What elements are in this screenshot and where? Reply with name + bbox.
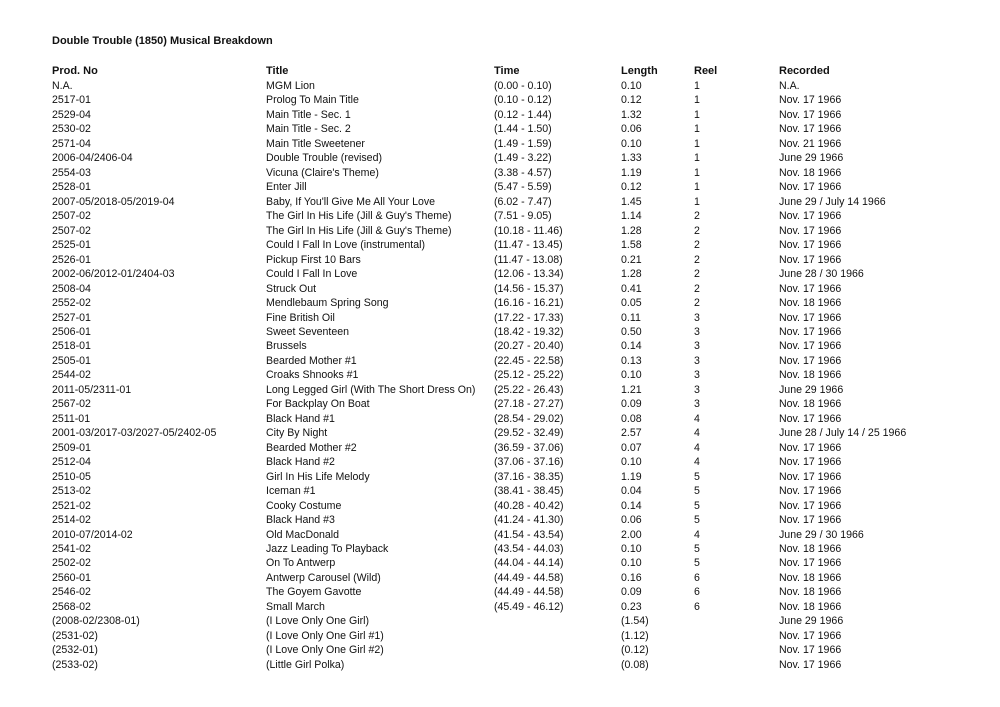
cell-length: 0.10 [621,557,642,570]
document-title: Double Trouble (1850) Musical Breakdown [52,35,273,47]
table-header [0,64,1000,78]
cell-recorded: Nov. 18 1966 [779,297,842,310]
cell-prod-no: 2521-02 [52,499,91,512]
cell-recorded: June 29 1966 [779,383,844,396]
table-row [0,282,1000,296]
cell-time: (1.49 - 3.22) [494,152,552,165]
table-row [0,79,1000,93]
cell-title: Old MacDonald [266,528,340,541]
cell-title: The Goyem Gavotte [266,586,362,599]
cell-prod-no: 2510-05 [52,470,91,483]
cell-title: Could I Fall In Love [266,268,358,281]
cell-prod-no: 2506-01 [52,325,91,338]
cell-time: (45.49 - 46.12) [494,600,564,613]
cell-length: 2.00 [621,528,642,541]
cell-prod-no: 2528-01 [52,181,91,194]
cell-time: (40.28 - 40.42) [494,499,564,512]
cell-title: Main Title - Sec. 2 [266,123,351,136]
cell-title: (I Love Only One Girl #2) [266,644,384,657]
table-row [0,455,1000,469]
cell-reel: 5 [694,557,700,570]
cell-time: (14.56 - 15.37) [494,282,564,295]
cell-recorded: Nov. 18 1966 [779,571,842,584]
cell-length: 0.41 [621,282,642,295]
cell-reel: 4 [694,441,700,454]
cell-recorded: Nov. 17 1966 [779,470,842,483]
cell-reel: 3 [694,340,700,353]
table-row [0,658,1000,672]
cell-recorded: Nov. 17 1966 [779,658,842,671]
table-row [0,383,1000,397]
header-prod-no: Prod. No [52,65,98,77]
cell-prod-no: 2509-01 [52,441,91,454]
table-row [0,585,1000,599]
header-time: Time [494,65,520,77]
cell-prod-no: 2568-02 [52,600,91,613]
table-row [0,253,1000,267]
cell-prod-no: (2531-02) [52,629,98,642]
cell-reel: 1 [694,108,700,121]
cell-time: (36.59 - 37.06) [494,441,564,454]
cell-time: (11.47 - 13.08) [494,253,563,266]
table-row [0,137,1000,151]
cell-reel: 2 [694,297,700,310]
cell-title: (I Love Only One Girl #1) [266,629,384,642]
cell-recorded: Nov. 17 1966 [779,94,842,107]
cell-reel: 6 [694,571,700,584]
cell-title: Jazz Leading To Playback [266,543,389,555]
cell-time: (0.00 - 0.10) [494,80,552,92]
cell-recorded: Nov. 17 1966 [779,629,842,642]
table-row [0,470,1000,484]
cell-recorded: June 29 / 30 1966 [779,528,864,541]
table-row [0,122,1000,136]
header-recorded: Recorded [779,65,830,77]
cell-title: Girl In His Life Melody [266,470,370,483]
cell-recorded: Nov. 18 1966 [779,543,842,555]
cell-reel: 1 [694,94,700,107]
cell-length: 0.09 [621,398,642,411]
cell-title: The Girl In His Life (Jill & Guy's Theme) [266,224,452,237]
cell-length: 1.58 [621,239,642,252]
cell-time: (11.47 - 13.45) [494,239,563,252]
cell-recorded: Nov. 17 1966 [779,181,842,194]
cell-prod-no: 2552-02 [52,297,91,310]
cell-prod-no: 2507-02 [52,210,91,223]
cell-title: Pickup First 10 Bars [266,253,361,266]
cell-prod-no: (2532-01) [52,644,98,657]
cell-reel: 4 [694,456,700,469]
cell-recorded: Nov. 18 1966 [779,586,842,599]
cell-length: 0.10 [621,543,642,555]
table-row [0,513,1000,527]
cell-time: (1.44 - 1.50) [494,123,552,136]
cell-prod-no: 2526-01 [52,253,91,266]
cell-reel: 5 [694,543,700,555]
table-row [0,180,1000,194]
cell-recorded: June 29 1966 [779,152,844,165]
cell-prod-no: 2007-05/2018-05/2019-04 [52,195,175,208]
cell-recorded: Nov. 17 1966 [779,644,842,657]
cell-length: 0.12 [621,94,642,107]
cell-reel: 4 [694,427,700,440]
cell-recorded: N.A. [779,80,800,92]
table-row [0,195,1000,209]
cell-prod-no: 2002-06/2012-01/2404-03 [52,268,175,281]
table-row [0,397,1000,411]
cell-title: (Little Girl Polka) [266,658,345,671]
cell-title: MGM Lion [266,80,315,92]
cell-prod-no: 2512-04 [52,456,91,469]
cell-title: The Girl In His Life (Jill & Guy's Theme) [266,210,452,223]
cell-recorded: Nov. 17 1966 [779,412,842,425]
cell-length: 0.13 [621,354,642,367]
cell-length: 0.10 [621,369,642,382]
cell-reel: 1 [694,137,700,150]
header-length: Length [621,65,658,77]
table-row [0,311,1000,325]
cell-title: Double Trouble (revised) [266,152,382,165]
cell-length: 0.09 [621,586,642,599]
cell-time: (10.18 - 11.46) [494,224,563,237]
cell-title: Iceman #1 [266,485,316,498]
cell-title: Sweet Seventeen [266,325,350,338]
cell-reel: 1 [694,195,700,208]
table-row [0,426,1000,440]
cell-title: Vicuna (Claire's Theme) [266,166,379,179]
cell-time: (25.12 - 25.22) [494,369,564,382]
cell-prod-no: 2525-01 [52,239,91,252]
cell-recorded: Nov. 17 1966 [779,354,842,367]
cell-reel: 4 [694,528,700,541]
cell-recorded: Nov. 21 1966 [779,137,842,150]
cell-recorded: Nov. 17 1966 [779,456,842,469]
cell-prod-no: 2508-04 [52,282,91,295]
cell-recorded: Nov. 17 1966 [779,253,842,266]
cell-reel: 5 [694,499,700,512]
cell-prod-no: 2517-01 [52,94,91,107]
cell-reel: 1 [694,152,700,165]
cell-prod-no: 2546-02 [52,586,91,599]
cell-length: 2.57 [621,427,642,440]
cell-recorded: Nov. 17 1966 [779,499,842,512]
cell-reel: 2 [694,282,700,295]
cell-length: (0.08) [621,658,649,671]
cell-time: (38.41 - 38.45) [494,485,564,498]
cell-time: (1.49 - 1.59) [494,137,552,150]
cell-reel: 4 [694,412,700,425]
table-row [0,600,1000,614]
cell-prod-no: 2560-01 [52,571,91,584]
cell-reel: 1 [694,166,700,179]
cell-time: (5.47 - 5.59) [494,181,552,194]
cell-prod-no: 2502-02 [52,557,91,570]
cell-title: Bearded Mother #2 [266,441,357,454]
cell-length: 0.14 [621,499,642,512]
cell-recorded: Nov. 17 1966 [779,485,842,498]
cell-reel: 1 [694,123,700,136]
table-row [0,614,1000,628]
cell-recorded: Nov. 18 1966 [779,166,842,179]
cell-reel: 1 [694,181,700,194]
cell-recorded: Nov. 17 1966 [779,311,842,324]
cell-title: Baby, If You'll Give Me All Your Love [266,195,436,208]
cell-recorded: Nov. 18 1966 [779,600,842,613]
cell-reel: 2 [694,224,700,237]
cell-time: (25.22 - 26.43) [494,383,564,396]
cell-prod-no: 2507-02 [52,224,91,237]
cell-title: Prolog To Main Title [266,94,359,107]
cell-recorded: June 29 1966 [779,615,844,628]
cell-time: (0.12 - 1.44) [494,108,552,121]
cell-title: On To Antwerp [266,557,336,570]
cell-title: Croaks Shnooks #1 [266,369,359,382]
table-row [0,151,1000,165]
cell-recorded: Nov. 17 1966 [779,210,842,223]
table-row [0,643,1000,657]
cell-time: (22.45 - 22.58) [494,354,564,367]
cell-time: (17.22 - 17.33) [494,311,564,324]
cell-time: (37.06 - 37.16) [494,456,564,469]
table-row [0,542,1000,556]
cell-recorded: Nov. 17 1966 [779,340,842,353]
cell-length: 0.21 [621,253,642,266]
cell-length: 0.06 [621,514,642,527]
cell-time: (29.52 - 32.49) [494,427,564,440]
cell-title: Struck Out [266,282,317,295]
cell-length: 0.11 [621,311,641,324]
cell-reel: 2 [694,268,700,281]
header-reel: Reel [694,65,718,77]
cell-length: 0.10 [621,80,642,92]
cell-prod-no: 2530-02 [52,123,91,136]
cell-length: 0.10 [621,456,642,469]
cell-title: For Backplay On Boat [266,398,370,411]
cell-time: (37.16 - 38.35) [494,470,564,483]
cell-title: Black Hand #3 [266,514,335,527]
table-row [0,339,1000,353]
cell-title: Long Legged Girl (With The Short Dress On) [266,383,476,396]
cell-time: (12.06 - 13.34) [494,268,564,281]
cell-reel: 3 [694,383,700,396]
cell-length: 1.33 [621,152,642,165]
cell-title: Main Title - Sec. 1 [266,108,351,121]
cell-title: (I Love Only One Girl) [266,615,370,628]
cell-title: Antwerp Carousel (Wild) [266,571,381,584]
cell-prod-no: 2514-02 [52,514,91,527]
table-row [0,368,1000,382]
cell-title: Black Hand #1 [266,412,335,425]
cell-time: (43.54 - 44.03) [494,543,564,555]
cell-length: 1.28 [621,268,642,281]
cell-title: Small March [266,600,325,613]
cell-reel: 6 [694,586,700,599]
cell-recorded: June 28 / July 14 / 25 1966 [779,427,907,440]
cell-reel: 5 [694,470,700,483]
cell-reel: 2 [694,239,700,252]
cell-length: 1.14 [621,210,642,223]
cell-time: (44.49 - 44.58) [494,571,564,584]
cell-prod-no: 2571-04 [52,137,91,150]
cell-length: 0.23 [621,600,642,613]
header-title: Title [266,65,289,77]
cell-time: (20.27 - 20.40) [494,340,564,353]
table-row [0,412,1000,426]
cell-title: Could I Fall In Love (instrumental) [266,239,425,252]
table-row [0,296,1000,310]
cell-length: (1.54) [621,615,649,628]
table-row [0,209,1000,223]
table-row [0,166,1000,180]
cell-length: 1.32 [621,108,642,121]
cell-prod-no: 2541-02 [52,543,91,555]
cell-reel: 3 [694,311,700,324]
cell-prod-no: N.A. [52,80,73,92]
cell-length: 1.28 [621,224,642,237]
cell-length: 1.21 [621,383,642,396]
cell-time: (16.16 - 16.21) [494,297,564,310]
cell-recorded: Nov. 17 1966 [779,108,842,121]
cell-title: Brussels [266,340,307,353]
cell-reel: 2 [694,210,700,223]
cell-prod-no: 2505-01 [52,354,91,367]
cell-reel: 3 [694,325,700,338]
table-row [0,629,1000,643]
table-row [0,354,1000,368]
table-row [0,441,1000,455]
cell-prod-no: 2567-02 [52,398,91,411]
table-body [0,79,1000,672]
cell-time: (0.10 - 0.12) [494,94,552,107]
cell-recorded: Nov. 17 1966 [779,514,842,527]
cell-recorded: Nov. 17 1966 [779,123,842,136]
cell-prod-no: 2513-02 [52,485,91,498]
cell-reel: 5 [694,485,700,498]
cell-recorded: Nov. 18 1966 [779,398,842,411]
cell-prod-no: 2006-04/2406-04 [52,152,133,165]
cell-reel: 3 [694,369,700,382]
cell-prod-no: (2533-02) [52,658,98,671]
table-row [0,528,1000,542]
table-row [0,108,1000,122]
cell-length: 0.05 [621,297,642,310]
cell-time: (7.51 - 9.05) [494,210,552,223]
cell-recorded: Nov. 18 1966 [779,369,842,382]
cell-time: (27.18 - 27.27) [494,398,564,411]
cell-time: (18.42 - 19.32) [494,325,564,338]
cell-time: (41.24 - 41.30) [494,514,564,527]
table-row [0,267,1000,281]
cell-title: Main Title Sweetener [266,137,365,150]
cell-time: (44.04 - 44.14) [494,557,564,570]
cell-reel: 2 [694,253,700,266]
cell-recorded: Nov. 17 1966 [779,282,842,295]
cell-time: (3.38 - 4.57) [494,166,552,179]
cell-length: 0.16 [621,571,642,584]
table-row [0,238,1000,252]
cell-length: 0.06 [621,123,642,136]
cell-length: 0.07 [621,441,642,454]
cell-title: Cooky Costume [266,499,342,512]
cell-recorded: June 29 / July 14 1966 [779,195,886,208]
cell-title: Bearded Mother #1 [266,354,357,367]
cell-recorded: Nov. 17 1966 [779,557,842,570]
cell-title: Mendlebaum Spring Song [266,297,389,310]
cell-reel: 3 [694,354,700,367]
cell-prod-no: 2011-05/2311-01 [52,383,132,396]
cell-time: (41.54 - 43.54) [494,528,564,541]
cell-length: 0.14 [621,340,642,353]
table-row [0,224,1000,238]
cell-length: 1.19 [621,166,642,179]
cell-length: (1.12) [621,629,649,642]
cell-prod-no: 2001-03/2017-03/2027-05/2402-05 [52,427,217,440]
cell-reel: 1 [694,80,700,92]
cell-title: Fine British Oil [266,311,335,324]
cell-prod-no: 2554-03 [52,166,91,179]
cell-prod-no: 2010-07/2014-02 [52,528,133,541]
cell-length: 0.10 [621,137,642,150]
cell-length: 1.19 [621,470,642,483]
cell-time: (28.54 - 29.02) [494,412,564,425]
cell-length: (0.12) [621,644,649,657]
cell-recorded: Nov. 17 1966 [779,441,842,454]
table-row [0,499,1000,513]
cell-recorded: Nov. 17 1966 [779,224,842,237]
cell-prod-no: 2527-01 [52,311,91,324]
cell-reel: 6 [694,600,700,613]
cell-prod-no: (2008-02/2308-01) [52,615,140,628]
cell-length: 0.04 [621,485,642,498]
cell-recorded: Nov. 17 1966 [779,325,842,338]
cell-title: Black Hand #2 [266,456,335,469]
cell-length: 0.50 [621,325,642,338]
table-row [0,93,1000,107]
cell-length: 0.08 [621,412,642,425]
cell-prod-no: 2529-04 [52,108,91,121]
table-row [0,325,1000,339]
cell-recorded: Nov. 17 1966 [779,239,842,252]
table-row [0,571,1000,585]
cell-prod-no: 2511-01 [52,412,91,425]
cell-title: Enter Jill [266,181,307,194]
cell-time: (6.02 - 7.47) [494,195,552,208]
cell-prod-no: 2544-02 [52,369,91,382]
cell-length: 1.45 [621,195,642,208]
cell-reel: 5 [694,514,700,527]
table-row [0,484,1000,498]
cell-length: 0.12 [621,181,642,194]
table-row [0,556,1000,570]
cell-recorded: June 28 / 30 1966 [779,268,864,281]
cell-time: (44.49 - 44.58) [494,586,564,599]
cell-prod-no: 2518-01 [52,340,91,353]
cell-reel: 3 [694,398,700,411]
cell-title: City By Night [266,427,328,440]
